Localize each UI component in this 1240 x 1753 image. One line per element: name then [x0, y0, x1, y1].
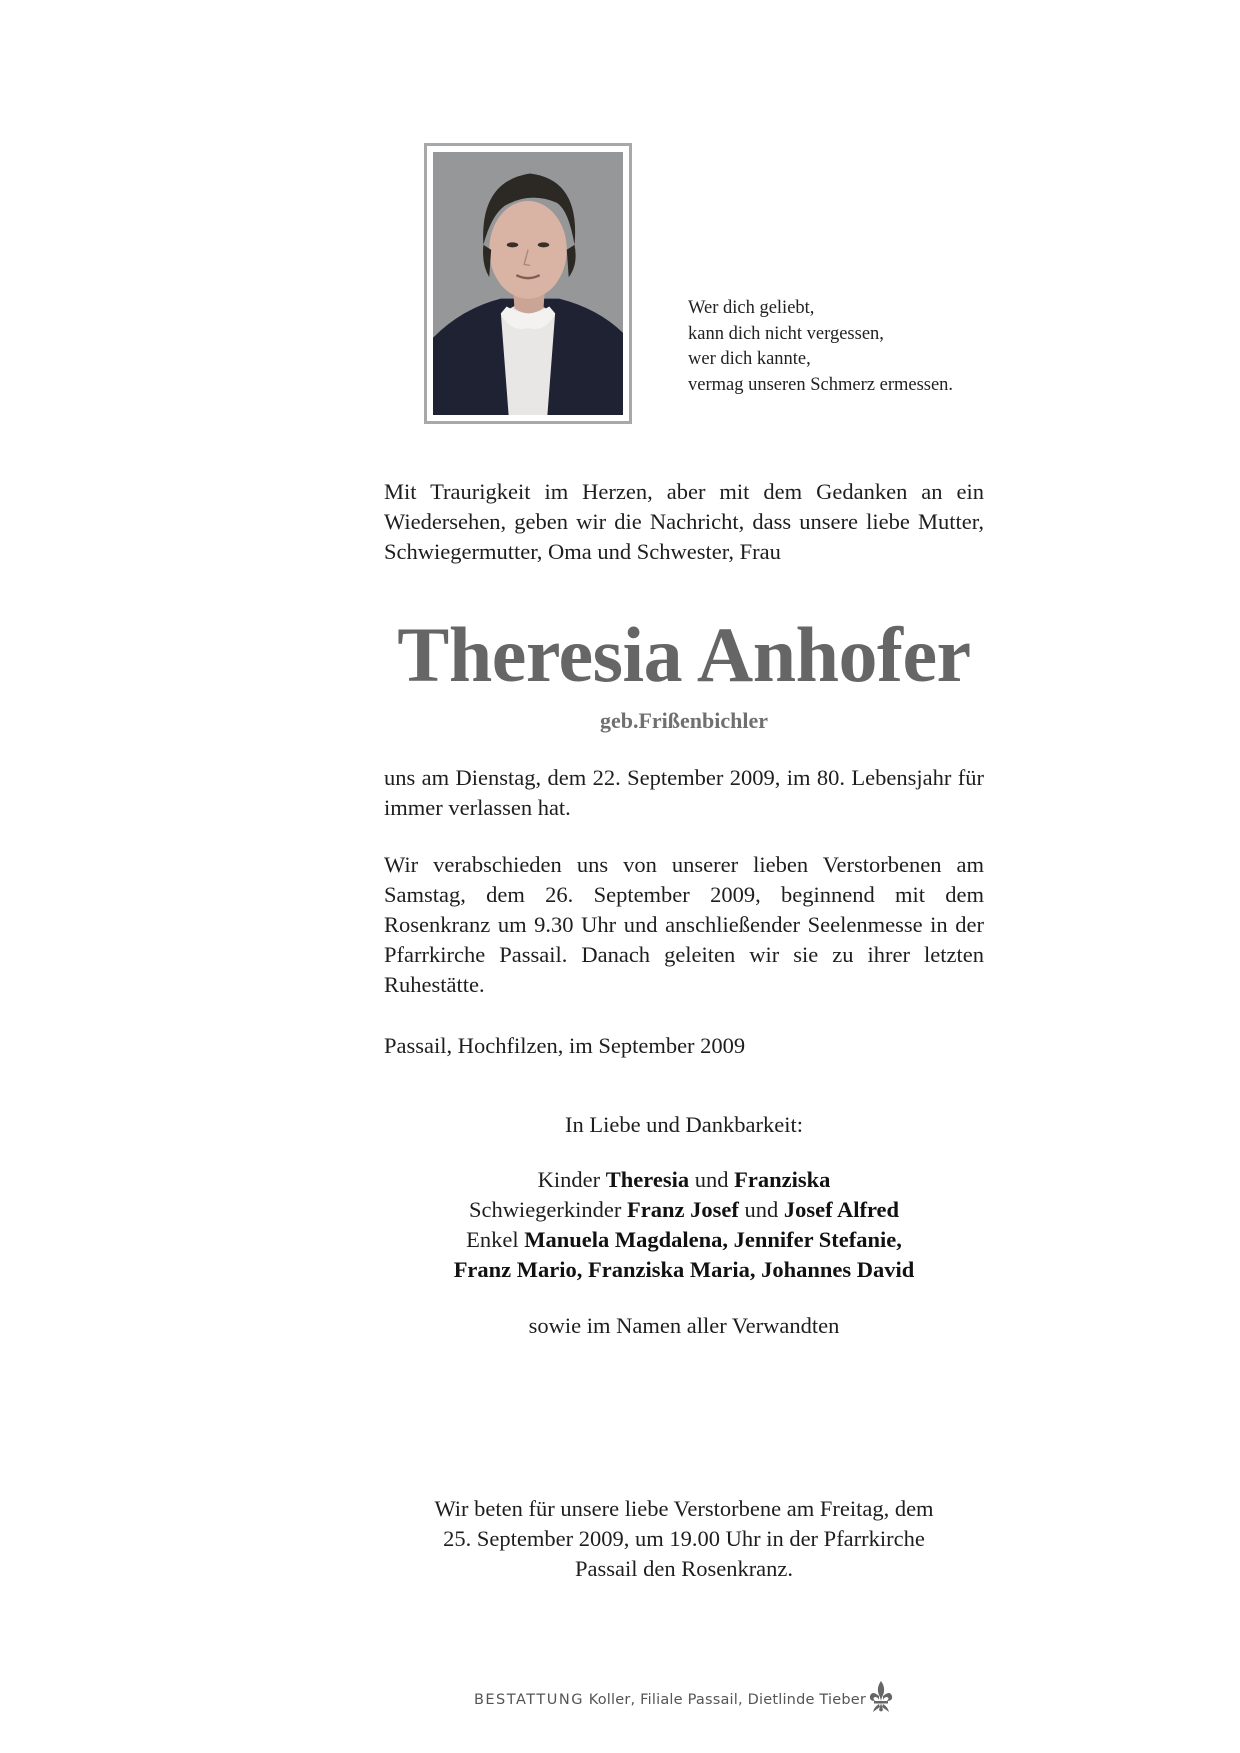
footer-brand: BESTATTUNG [473, 1692, 584, 1708]
memorial-poem [688, 296, 1018, 398]
in-love-line: In Liebe und Dankbarkeit: [564, 1112, 804, 1137]
inlaw-name: Josef Alfred [783, 1197, 900, 1222]
inlaws-line [300, 1195, 1068, 1225]
children-line [300, 1165, 1068, 1195]
prayer-line: Wir beten für unsere liebe Verstorbene am Freitag, dem [434, 1496, 934, 1521]
grandchildren-label: Enkel [466, 1227, 519, 1252]
farewell-paragraph: Wir verabschieden uns von unserer lieben Verstorbenen am Samstag, dem 26. September 2009, beginnend mit dem Rosenkranz um 9.30 Uhr und anschließender Seelenmesse in der Pfarrkirche Passail. Danach geleiten wir sie zu ihrer letzten Ruhestätte. [384, 852, 984, 997]
poem-line: kann dich nicht vergessen, [688, 323, 884, 344]
portrait-image [433, 152, 623, 415]
grandchildren-names: Manuela Magdalena, Jennifer Stefanie, [524, 1227, 902, 1252]
poem-line: vermag unseren Schmerz ermessen. [688, 374, 954, 395]
maiden-name: geb.Frißenbichler [599, 708, 769, 733]
intro-paragraph: Mit Traurigkeit im Herzen, aber mit dem Gedanken an ein Wiedersehen, geben wir die Nachricht, dass unsere liebe Mutter, Schwiegermutter, Oma und Schwester, Frau [384, 479, 984, 564]
place-date: Passail, Hochfilzen, im September 2009 [384, 1033, 746, 1058]
inlaws-label: Schwiegerkinder [468, 1197, 622, 1222]
inlaw-name: Franz Josef [627, 1197, 739, 1222]
children-label: Kinder [537, 1167, 601, 1192]
portrait-photo-frame [424, 143, 632, 424]
conjunction: und [694, 1167, 729, 1192]
family-list [300, 1165, 1068, 1285]
grandchildren-line-2 [300, 1255, 1068, 1285]
deceased-name: Theresia Anhofer [397, 611, 971, 698]
funeral-home-footer [300, 1680, 1068, 1714]
prayer-line: 25. September 2009, um 19.00 Uhr in der Pfarrkirche [443, 1526, 925, 1551]
relatives-line: sowie im Namen aller Verwandten [528, 1313, 840, 1338]
prayer-line: Passail den Rosenkranz. [574, 1556, 794, 1581]
portrait-photo [433, 152, 623, 415]
prayer-notice [300, 1494, 1068, 1584]
child-name: Theresia [605, 1167, 690, 1192]
poem-line: wer dich kannte, [688, 349, 811, 369]
death-notice-paragraph: uns am Dienstag, dem 22. September 2009, im 80. Lebensjahr für immer verlassen hat. [384, 765, 984, 820]
child-name: Franziska [734, 1167, 831, 1192]
footer-text: Koller, Filiale Passail, Dietlinde Tieber [588, 1692, 867, 1708]
grandchildren-names: Franz Mario, Franziska Maria, Johannes David [453, 1257, 915, 1282]
conjunction: und [744, 1197, 779, 1222]
grandchildren-line [300, 1225, 1068, 1255]
fleur-de-lis-icon [868, 1680, 894, 1714]
poem-line: Wer dich geliebt, [688, 298, 815, 318]
